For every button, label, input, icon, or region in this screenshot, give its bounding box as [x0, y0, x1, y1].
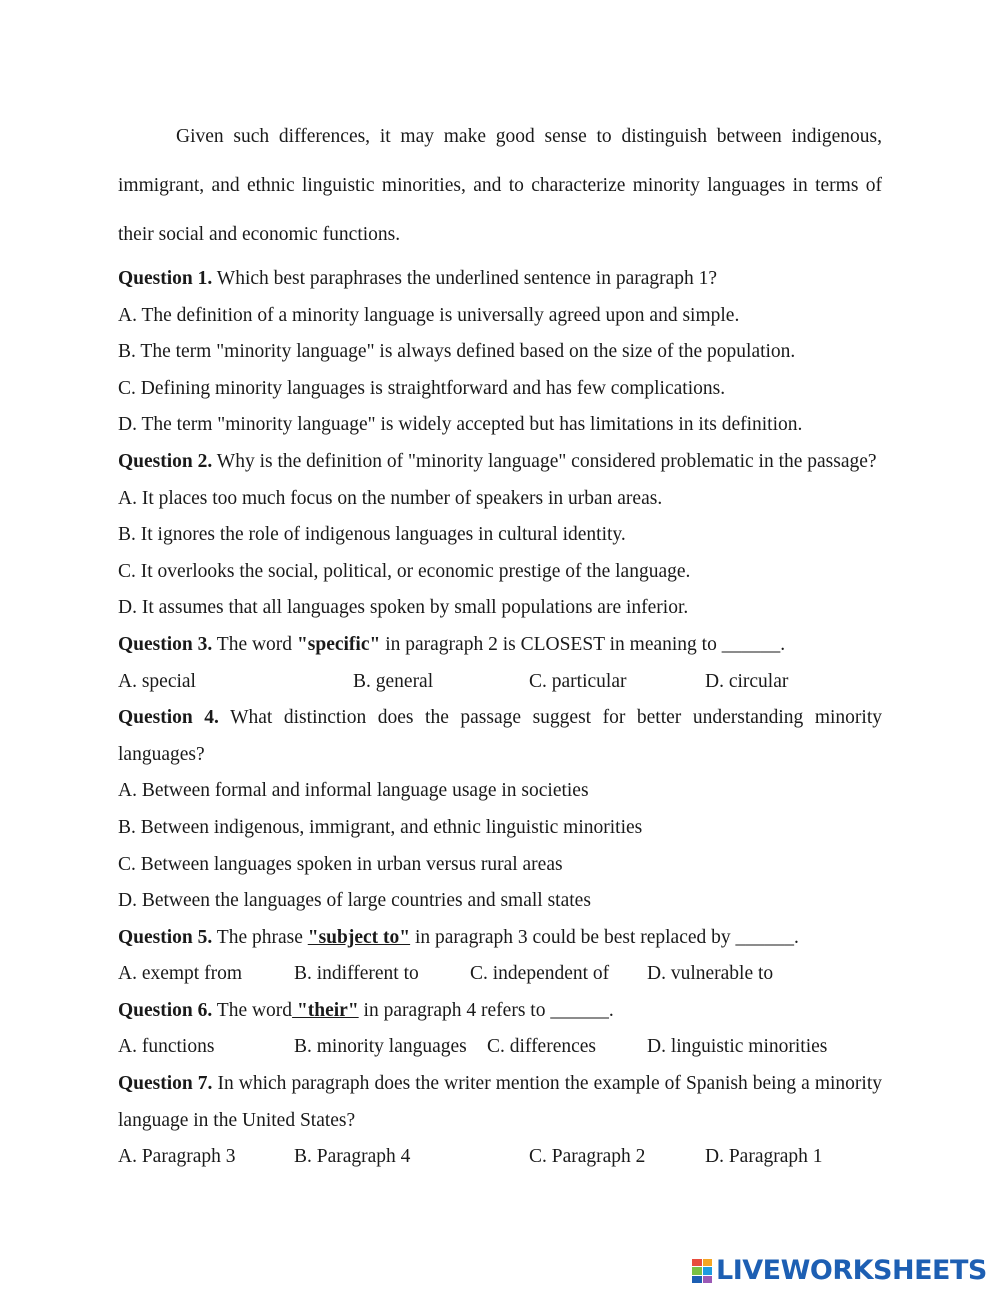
question-2-text: Why is the definition of "minority language" considered problematic in the passage? [212, 450, 877, 472]
question-2 [118, 444, 882, 481]
question-6-keyword: "their" [292, 999, 359, 1021]
q7-options-row [118, 1139, 882, 1176]
question-6 [118, 993, 882, 1030]
question-4-label: Question 4. [118, 707, 219, 729]
worksheet-page [118, 112, 882, 1176]
q2-option-b[interactable]: B. It ignores the role of indigenous languages in cultural identity. [118, 524, 626, 546]
q6-option-d[interactable]: D. linguistic minorities [647, 1036, 828, 1058]
q5-option-b[interactable]: B. indifferent to [294, 963, 419, 985]
question-1 [118, 261, 882, 298]
logo-block-4 [703, 1267, 713, 1274]
question-3 [118, 627, 882, 664]
q3-option-c[interactable]: C. particular [529, 670, 627, 692]
question-2-label: Question 2. [118, 450, 213, 472]
question-7-text: In which paragraph does the writer mention the example of Spanish being a minority language in the United States? [118, 1073, 882, 1131]
q4-option-c[interactable]: C. Between languages spoken in urban versus rural areas [118, 853, 563, 875]
q2-option-d[interactable]: D. It assumes that all languages spoken by small populations are inferior. [118, 597, 689, 619]
q4-option-b[interactable]: B. Between indigenous, immigrant, and ethnic linguistic minorities [118, 816, 643, 838]
logo-block-5 [692, 1276, 702, 1283]
question-5-keyword: "subject to" [307, 926, 411, 948]
q4-option-a[interactable]: A. Between formal and informal language usage in societies [118, 780, 589, 802]
question-5-label: Question 5. [118, 926, 213, 948]
logo-block-6 [703, 1276, 713, 1283]
q4-option-d[interactable]: D. Between the languages of large countries and small states [118, 890, 591, 912]
question-6-label: Question 6. [118, 999, 213, 1021]
q7-option-b[interactable]: B. Paragraph 4 [294, 1146, 411, 1168]
intro-paragraph: Given such differences, it may make good sense to distinguish between indigenous, immigrant, and ethnic linguistic minorities, and to characterize minority languages in terms of their social and economic functions. [118, 126, 882, 245]
question-5-pre: The phrase [212, 926, 308, 948]
question-5-post: in paragraph 3 could be best replaced by ______. [410, 926, 799, 948]
logo-block-1 [692, 1259, 702, 1266]
question-6-post: in paragraph 4 refers to ______. [358, 999, 614, 1021]
q3-option-d[interactable]: D. circular [705, 670, 789, 692]
q6-option-c[interactable]: C. differences [487, 1036, 597, 1058]
question-3-label: Question 3. [118, 633, 213, 655]
question-7 [118, 1066, 882, 1139]
question-3-keyword: "specific" [296, 633, 381, 655]
liveworksheets-logo-icon [692, 1259, 712, 1283]
q2-option-a[interactable]: A. It places too much focus on the number of speakers in urban areas. [118, 487, 663, 509]
question-3-pre: The word [212, 633, 297, 655]
q3-option-a[interactable]: A. special [118, 670, 196, 692]
q6-options-row [118, 1029, 882, 1066]
q7-option-d[interactable]: D. Paragraph 1 [705, 1146, 823, 1168]
q1-option-d[interactable]: D. The term "minority language" is widely accepted but has limitations in its definition. [118, 414, 803, 436]
question-3-post: in paragraph 2 is CLOSEST in meaning to ______. [380, 633, 786, 655]
liveworksheets-logo-text: LIVEWORKSHEETS [716, 1255, 987, 1286]
q3-options-row [118, 664, 882, 701]
q6-option-b[interactable]: B. minority languages [294, 1036, 467, 1058]
question-7-label: Question 7. [118, 1073, 213, 1095]
q3-option-b[interactable]: B. general [353, 670, 434, 692]
q1-option-a[interactable]: A. The definition of a minority language is universally agreed upon and simple. [118, 304, 740, 326]
q5-option-c[interactable]: C. independent of [470, 963, 610, 985]
question-1-text: Which best paraphrases the underlined sentence in paragraph 1? [212, 268, 718, 289]
question-4 [118, 700, 882, 773]
q7-option-a[interactable]: A. Paragraph 3 [118, 1146, 236, 1168]
q1-option-c[interactable]: C. Defining minority languages is straightforward and has few complications. [118, 377, 726, 399]
q5-options-row [118, 956, 882, 993]
question-5 [118, 920, 882, 957]
q7-option-c[interactable]: C. Paragraph 2 [529, 1146, 646, 1168]
q2-option-c[interactable]: C. It overlooks the social, political, or economic prestige of the language. [118, 560, 691, 582]
liveworksheets-logo[interactable] [692, 1256, 987, 1286]
q6-option-a[interactable]: A. functions [118, 1036, 215, 1058]
question-1-label: Question 1. [118, 268, 213, 289]
q5-option-d[interactable]: D. vulnerable to [647, 963, 774, 985]
question-4-text: What distinction does the passage suggest for better understanding minority languages? [118, 707, 883, 765]
logo-block-3 [692, 1267, 702, 1274]
question-6-pre: The word [212, 999, 293, 1021]
logo-block-2 [703, 1259, 713, 1266]
q1-option-b[interactable]: B. The term "minority language" is always defined based on the size of the population. [118, 341, 796, 363]
q5-option-a[interactable]: A. exempt from [118, 963, 243, 985]
